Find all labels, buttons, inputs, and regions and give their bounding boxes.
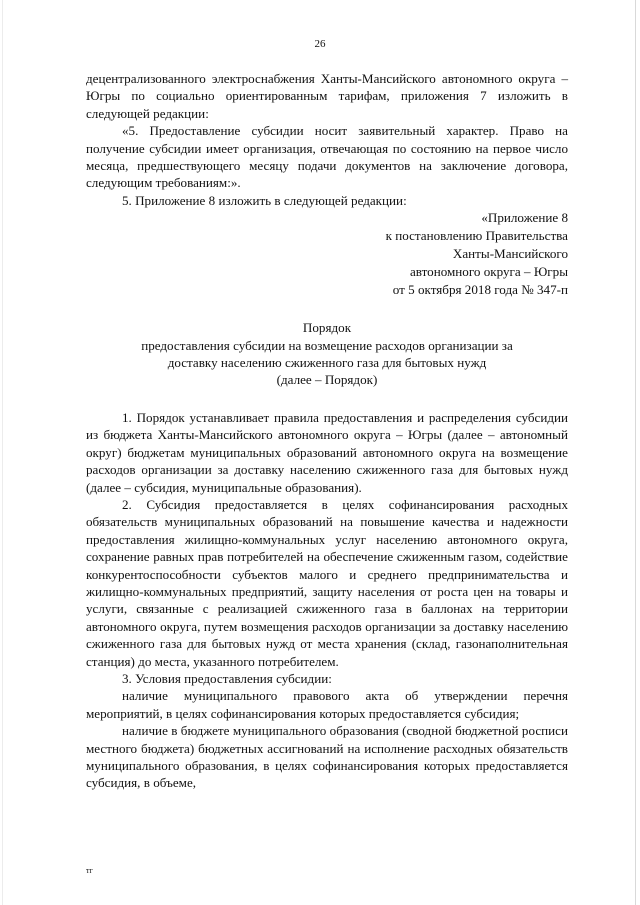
appendix-header bbox=[86, 209, 568, 299]
paragraph: 1. Порядок устанавливает правила предоставления и распределения субсидии из бюджета Ханты-Мансийского автономного округа – Югры (далее – автономный округ) бюджетам муниципальных образований автономного округа на возмещение расходов организации за доставку населению сжиженного газа для бытовых нужд (далее – субсидия, муниципальные образования). bbox=[86, 409, 568, 495]
appendix-line: Ханты-Мансийского bbox=[452, 246, 568, 262]
document-subtitle bbox=[86, 337, 568, 389]
paragraph: децентрализованного электроснабжения Ханты-Мансийского автономного округа – Югры по социально ориентированным тарифам, приложения 7 изложить в следующей редакции: bbox=[86, 71, 568, 121]
subtitle-line: доставку населению сжиженного газа для бытовых нужд bbox=[167, 355, 487, 371]
amendment-paragraphs bbox=[86, 70, 568, 209]
procedure-paragraphs bbox=[86, 409, 568, 792]
appendix-line: «Приложение 8 bbox=[481, 210, 568, 226]
appendix-line: от 5 октября 2018 года № 347-п bbox=[392, 282, 568, 298]
appendix-line: автономного округа – Югры bbox=[409, 264, 568, 280]
appendix-line: к постановлению Правительства bbox=[385, 228, 568, 244]
page-number: 26 bbox=[314, 38, 326, 50]
paragraph: «5. Предоставление субсидии носит заявительный характер. Право на получение субсидии имеет организация, отвечающая по состоянию на первое число месяца, предшествующего месяцу подачи документов на заключение договора, следующим требованиям:». bbox=[86, 123, 568, 191]
page-edge-right bbox=[635, 0, 636, 905]
subtitle-line: предоставления субсидии на возмещение расходов организации за bbox=[141, 337, 513, 353]
footer-mark: тг bbox=[86, 866, 93, 875]
paragraph: 5. Приложение 8 изложить в следующей редакции: bbox=[122, 192, 407, 208]
subtitle-line: (далее – Порядок) bbox=[276, 372, 378, 388]
paragraph: 3. Условия предоставления субсидии: bbox=[122, 670, 332, 686]
document-title: Порядок bbox=[302, 320, 352, 336]
document-body bbox=[86, 70, 568, 792]
page-edge-left bbox=[2, 0, 3, 905]
paragraph: наличие муниципального правового акта об утверждении перечня мероприятий, в целях софинансирования которых предоставляется субсидия; bbox=[86, 688, 568, 721]
paragraph: наличие в бюджете муниципального образования (сводной бюджетной росписи местного бюджета) бюджетных ассигнований на исполнение расходных обязательств муниципального образования, в целях софинансирования которых предоставляется субсидия, в объеме, bbox=[86, 723, 568, 791]
paragraph: 2. Субсидия предоставляется в целях софинансирования расходных обязательств муниципальных образований на повышение качества и надежности предоставления жилищно-коммунальных услуг населению автономного округа, сохранение равных прав потребителей на обеспечение сжиженным газом, содействие конкурентоспособности субъектов малого и среднего предпринимательства и жилищно-коммунальных предприятий, защиту населения от роста цен на товары и услуги, связанные с реализацией сжиженного газа в баллонах на территории автономного округа, путем возмещения расходов организации за доставку населению сжиженного газа для бытовых нужд от места хранения (склад, газонаполнительная станция) до места, указанного потребителем. bbox=[86, 496, 568, 669]
